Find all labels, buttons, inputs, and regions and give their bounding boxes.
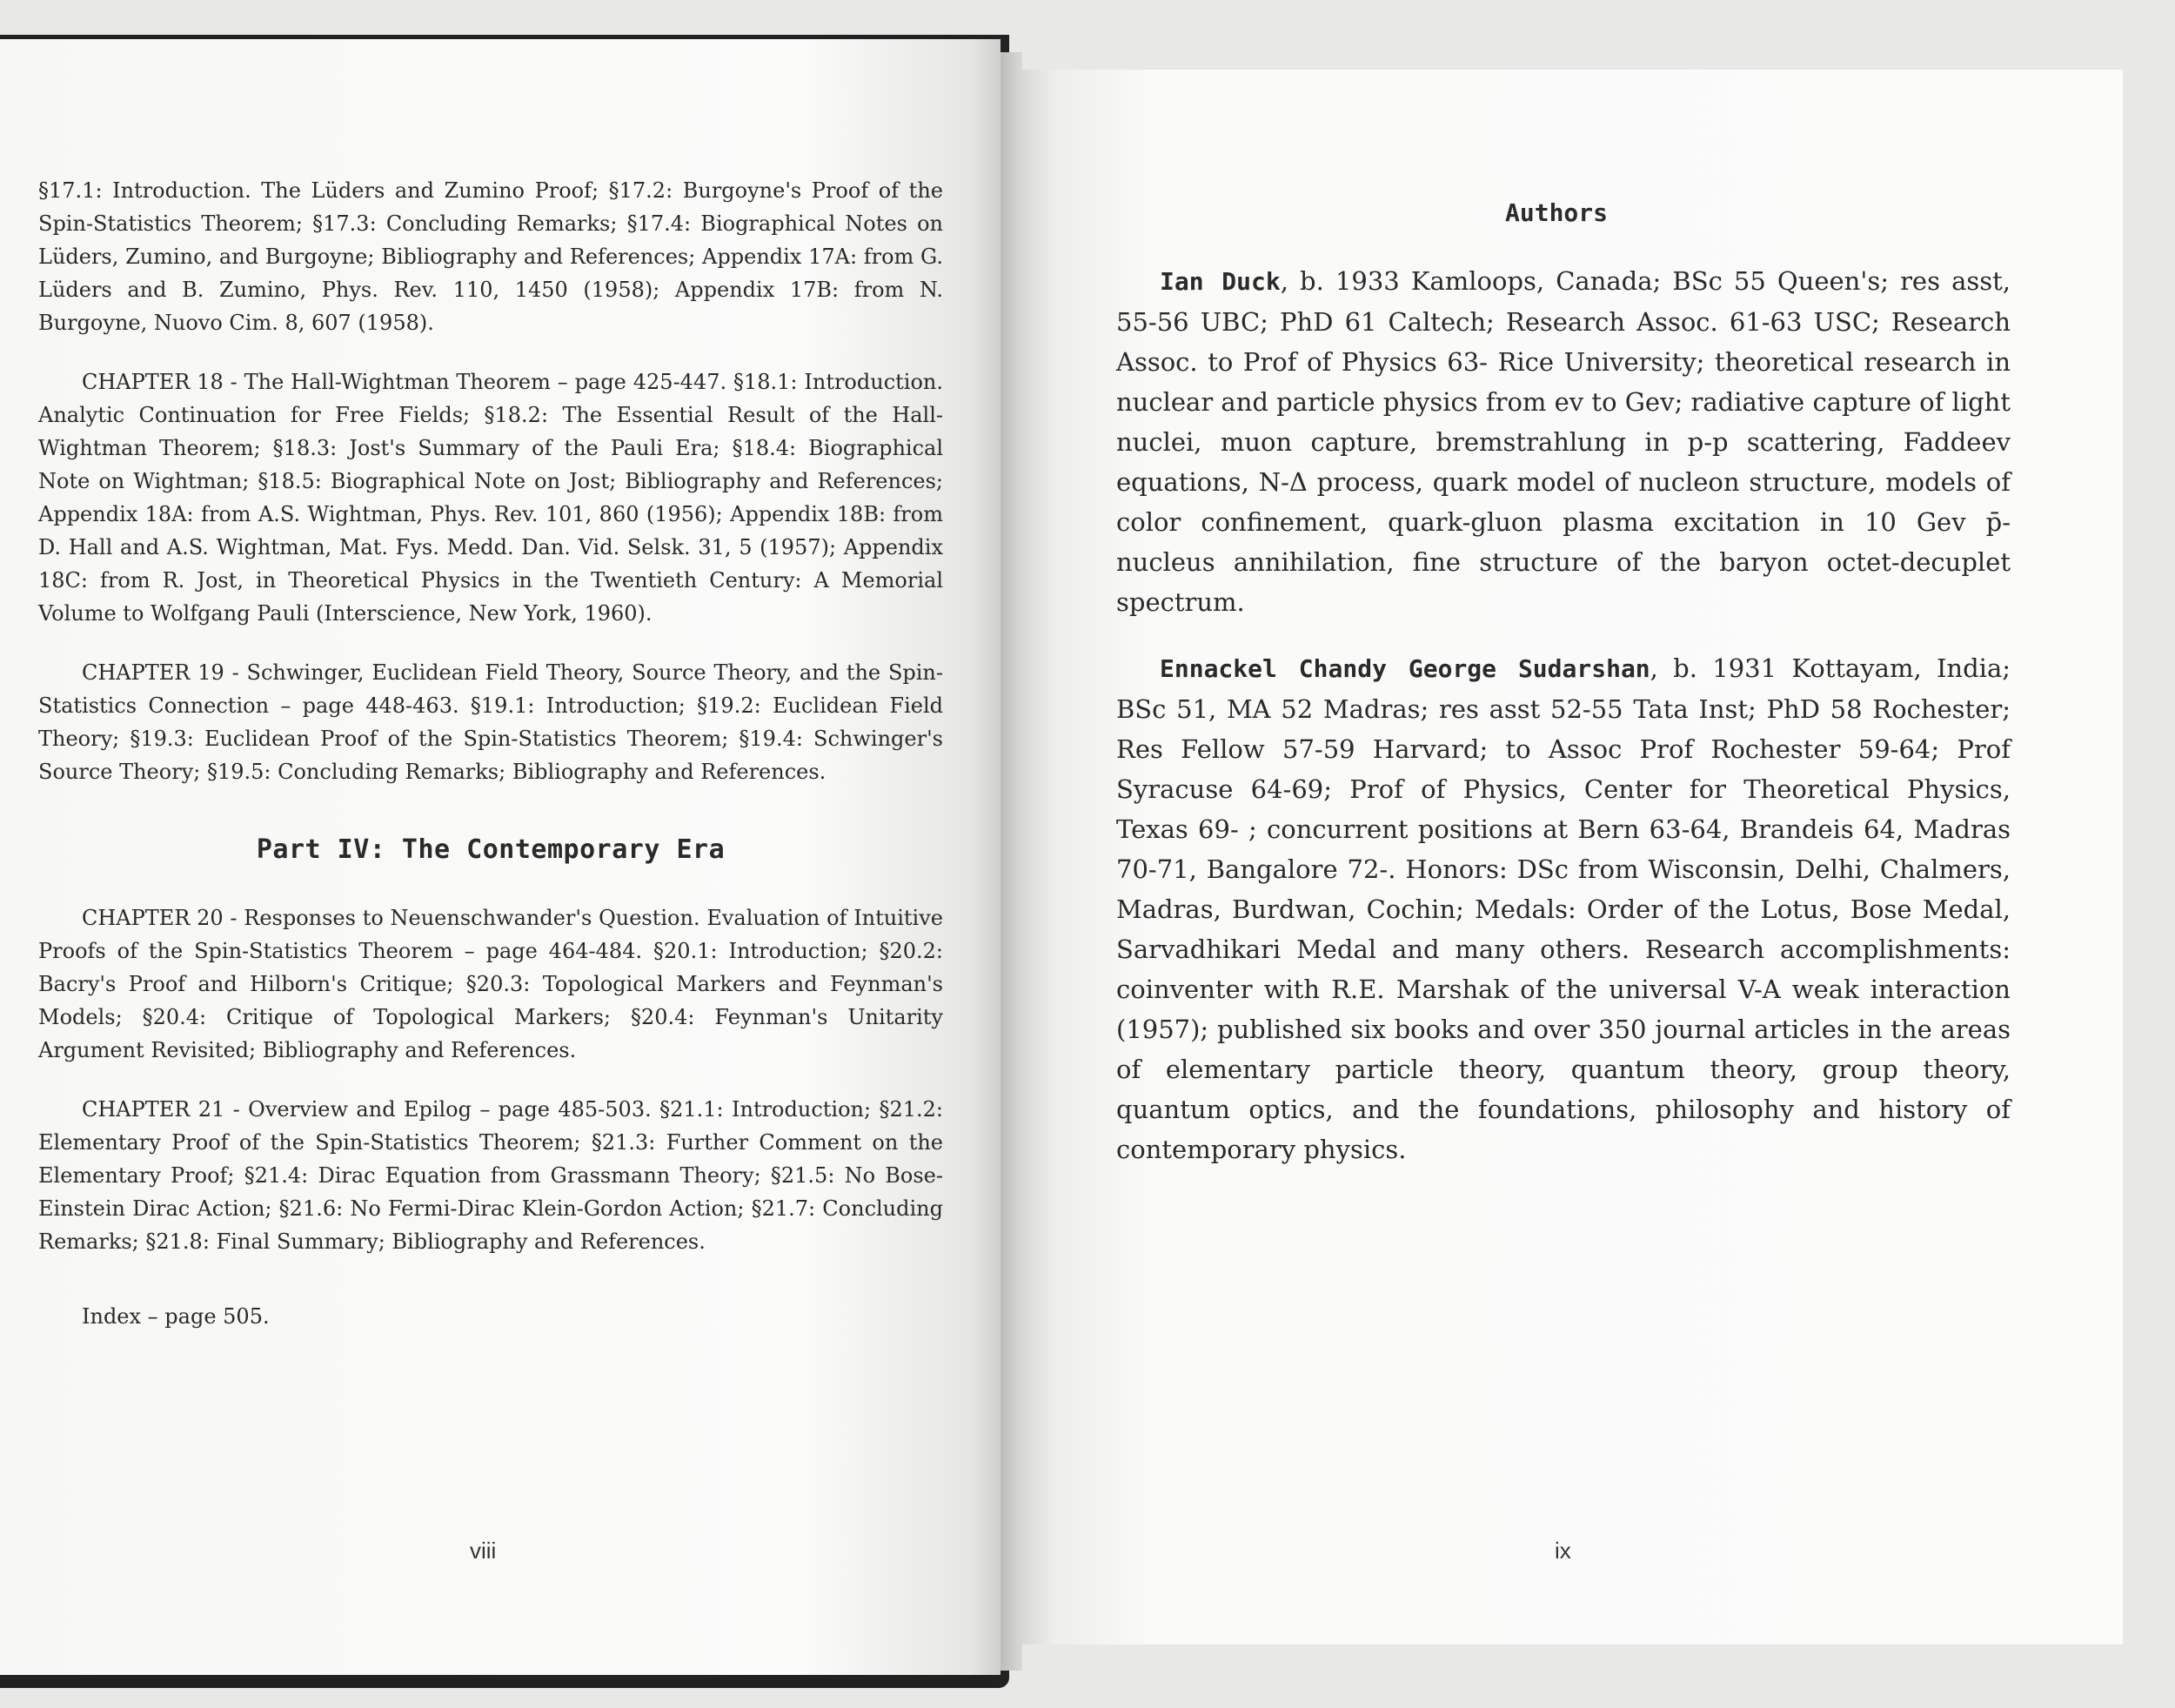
author-name: Ennackel Chandy George Sudarshan (1160, 654, 1650, 683)
author-name: Ian Duck (1160, 267, 1281, 296)
author-entry (1116, 648, 2011, 1169)
author-bio: , b. 1933 Kamloops, Canada; BSc 55 Queen's; res asst, 55-56 UBC; PhD 61 Caltech; Research Assoc. 61-63 USC; Research Assoc. to Prof of Physics 63- Rice University; theoretical research in nuclear and particle physics from ev to Gev; radiative capture of light nuclei, muon capture, bremstrahlung in p-p scattering, Faddeev equations, N-Δ process, quark model of nucleon structure, models of color confinement, quark-gluon plasma excitation in 10 Gev p̄-nucleus annihilation, fine structure of the baryon octet-decuplet spectrum. (1116, 266, 2011, 617)
toc-paragraph: §17.1: Introduction. The Lüders and Zumino Proof; §17.2: Burgoyne's Proof of the Spin-Statistics Theorem; §17.3: Concluding Remarks; §17.4: Biographical Notes on Lüders, Zumino, and Burgoyne; Bibliography and References; Appendix 17A: from G. Lüders and B. Zumino, Phys. Rev. 110, 1450 (1958); Appendix 17B: from N. Burgoyne, Nuovo Cim. 8, 607 (1958). (38, 178, 943, 335)
left-page-body (38, 174, 943, 1359)
author-entry (1116, 261, 2011, 622)
toc-paragraph: CHAPTER 21 - Overview and Epilog – page 485-503. §21.1: Introduction; §21.2: Elementary Proof of the Spin-Statistics Theorem; §21.3: Further Comment on the Elementary Proof; §21.4: Dirac Equation from Grassmann Theory; §21.5: No Bose-Einstein Dirac Action; §21.6: No Fermi-Dirac Klein-Gordon Action; §21.7: Concluding Remarks; §21.8: Final Summary; Bibliography and References. (38, 1097, 943, 1254)
toc-paragraph: CHAPTER 19 - Schwinger, Euclidean Field Theory, Source Theory, and the Spin-Statistics Connection – page 448-463. §19.1: Introduction; §19.2: Euclidean Field Theory; §19.3: Euclidean Proof of the Spin-Statistics Theorem; §19.4: Schwinger's Source Theory; §19.5: Concluding Remarks; Bibliography and References. (38, 660, 943, 784)
page-number-left: viii (470, 1537, 497, 1564)
part-heading: Part IV: The Contemporary Era (256, 834, 726, 865)
page-number-right: ix (1555, 1537, 1571, 1564)
toc-paragraph: CHAPTER 20 - Responses to Neuenschwander's Question. Evaluation of Intuitive Proofs of the Spin-Statistics Theorem – page 464-484. §20.1: Introduction; §20.2: Bacry's Proof and Hilborn's Critique; §20.3: Topological Markers and Feynman's Models; §20.4: Critique of Topological Markers; §20.4: Feynman's Unitarity Argument Revisited; Bibliography and References. (38, 906, 943, 1062)
index-line: Index – page 505. (82, 1304, 270, 1329)
page-title: Authors (1505, 198, 1609, 227)
authors-body (1116, 261, 2011, 1196)
toc-paragraph: CHAPTER 18 - The Hall-Wightman Theorem – page 425-447. §18.1: Introduction. Analytic Continuation for Free Fields; §18.2: The Essential Result of the Hall-Wightman Theorem; §18.3: Jost's Summary of the Pauli Era; §18.4: Biographical Note on Wightman; §18.5: Biographical Note on Jost; Bibliography and References; Appendix 18A: from A.S. Wightman, Phys. Rev. 101, 860 (1956); Appendix 18B: from D. Hall and A.S. Wightman, Mat. Fys. Medd. Dan. Vid. Selsk. 31, 5 (1957); Appendix 18C: from R. Jost, in Theoretical Physics in the Twentieth Century: A Memorial Volume to Wolfgang Pauli (Interscience, New York, 1960). (38, 370, 943, 626)
book-gutter (1000, 52, 1022, 1671)
author-bio: , b. 1931 Kottayam, India; BSc 51, MA 52 Madras; res asst 52-55 Tata Inst; PhD 58 Rochester; Res Fellow 57-59 Harvard; to Assoc Prof Rochester 59-64; Prof Syracuse 64-69; Prof of Physics, Center for Theoretical Physics, Texas 69- ; concurrent positions at Bern 63-64, Brandeis 64, Madras 70-71, Bangalore 72-. Honors: DSc from Wisconsin, Delhi, Chalmers, Madras, Burdwan, Cochin; Medals: Order of the Lotus, Bose Medal, Sarvadhikari Medal and many others. Research accomplishments: coinventer with R.E. Marshak of the universal V-A weak interaction (1957); published six books and over 350 journal articles in the areas of elementary particle theory, quantum theory, group theory, quantum optics, and the foundations, philosophy and history of contemporary physics. (1116, 653, 2011, 1164)
